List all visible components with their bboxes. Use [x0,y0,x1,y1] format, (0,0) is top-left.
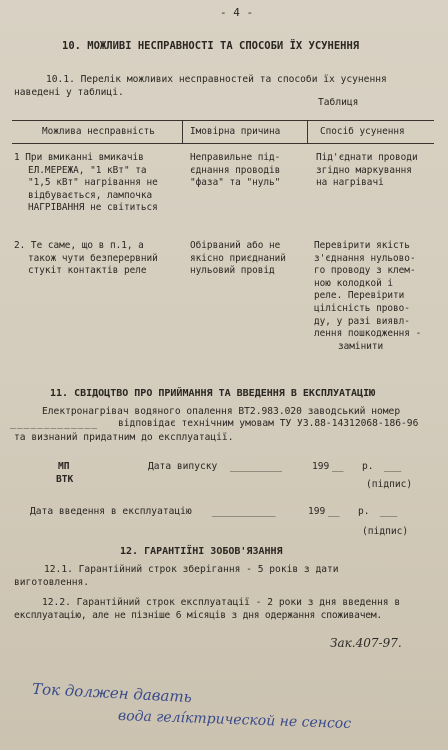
issue-date-blank: _________ [230,461,282,472]
table-cell-cause: Неправильне під- єднання проводів "фаза" та "нуль" [190,152,281,189]
commission-signature-blank: ___ [380,506,398,517]
table-cell-cause: Обірваний або не якісно приєднаний нульовий провід [190,240,286,277]
section-11-line: та визнаний придатним до експлуатації. [14,432,234,443]
commission-year-prefix: 199 [308,506,326,517]
commission-date-blank: ___________ [212,506,276,517]
stamp-placeholder: МП [58,461,70,472]
table-cell-remedy: Під'єднати проводи згідно маркування на нагрівачі [316,152,418,189]
issue-year-prefix: 199 [312,461,330,472]
table-top-rule [12,120,434,121]
table-cell-remedy: Перевірити якість з'єднання нульово- го проводу з клем- ною колодкой і реле. Перевірити цілісність прово- ду, у разі виявл- лення пошкодження - замінити [314,240,422,352]
issue-year-suffix: р. [362,461,374,472]
section-11-title: 11. СВІДОЦТВО ПРО ПРИЙМАННЯ ТА ВВЕДЕННЯ В ЕКСПЛУАТАЦІЮ [50,388,376,399]
issue-signature-blank: ___ [384,461,402,472]
signature-label: (підпис) [362,526,409,537]
table-header-fault: Можлива несправність [42,126,155,137]
commission-year-blank: __ [328,506,340,517]
table-col-divider [307,120,308,144]
issue-date-label: Дата випуску [148,461,218,472]
section-12-clause-cont: експлуатацію, але не пізніше 6 місяців з дня одержання споживачем. [14,610,383,621]
section-10-intro-cont: наведені у таблиці. [14,87,124,98]
section-12-title: 12. ГАРАНТІЇНІ ЗОБОВ'ЯЗАННЯ [120,546,283,557]
section-12-clause: 12.2. Гарантійний строк експлуатації - 2 роки з дня введення в [42,597,401,608]
page-number: - 4 - [220,6,254,19]
section-12-clause-cont: виготовлення. [14,577,90,588]
section-10-intro: 10.1. Перелік можливих несправностей та способи їх усунення [46,74,387,85]
qc-stamp-placeholder: ВТК [56,474,74,485]
section-11-line: відповідає технічним умовам ТУ УЗ.88-14312068-186-96 [118,418,419,429]
table-header-remedy: Спосіб усунення [320,126,405,137]
table-col-divider [182,120,183,144]
handwritten-note-line2: вода гелі́ктрической не сенсос [117,707,352,733]
section-11-line: Електронагрівач водяного опалення ВТ2.983.020 заводський номер [42,406,401,417]
handwritten-note-line1: Ток должен давать [31,679,193,707]
issue-year-blank: __ [332,461,344,472]
section-12-clause: 12.1. Гарантійний строк зберігання - 5 років з дати [44,564,339,575]
order-number-mark: Зак.407-97. [330,636,402,650]
section-10-title: 10. МОЖЛИВІ НЕСПРАВНОСТІ ТА СПОСОБИ ЇХ УСУНЕННЯ [62,40,360,52]
commission-date-label: Дата введення в експлуатацію [30,506,192,517]
signature-label: (підпис) [366,479,413,490]
table-cell-fault: 1 При вмиканні вмикачів ЕЛ.МЕРЕЖА, "1 кВт" та "1,5 кВт" нагрівання не відбувається, лампочка НАГРІВАННЯ не світиться [14,152,158,214]
table-header-rule [12,143,434,144]
table-header-cause: Імовірна причина [190,126,281,137]
table-label: Таблиця [318,97,359,108]
serial-number-blank: _____________ [10,418,99,429]
table-cell-fault: 2. Те саме, що в п.1, а також чути безперервний стукіт контактів реле [14,240,158,277]
commission-year-suffix: р. [358,506,370,517]
